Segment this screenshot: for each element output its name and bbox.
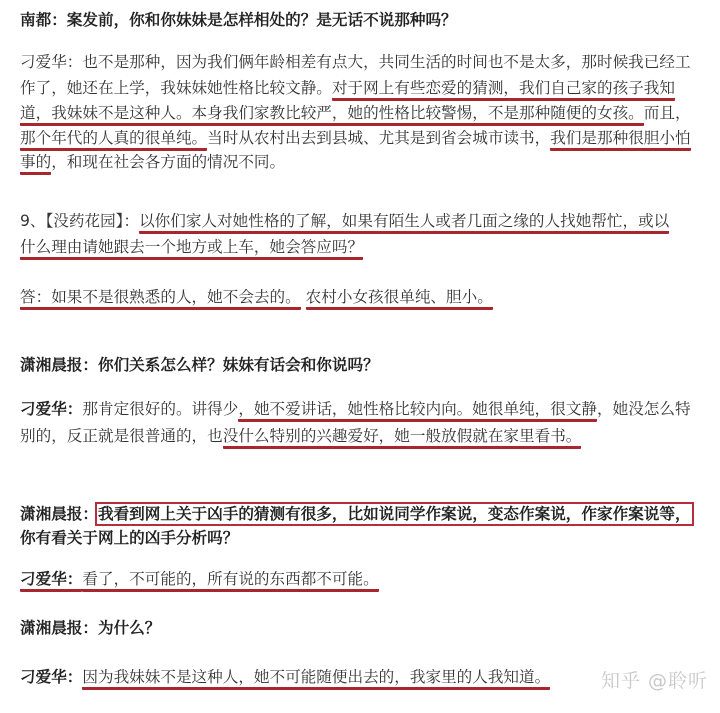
text-line — [20, 102, 691, 124]
underlined-text: 对于网上有些恋爱的猜测，我们自己家的孩子我知 — [332, 79, 675, 101]
text-segment: 刁爱华： — [20, 400, 83, 418]
text-segment: 作了，她还在上学，我妹妹她性格比较文静。 — [20, 79, 332, 97]
underlined-text: 刁爱华： — [20, 570, 82, 592]
underlined-text: 以你们家人对她性格的了解，如果有陌生人或者几面之缘的人找她帮忙，或以 — [139, 212, 669, 234]
underlined-text: 没什么特别的兴趣爱好，她一般放假就在家里看书。 — [223, 427, 582, 449]
underlined-text: 那个年代的人真的很单纯。 — [20, 129, 207, 151]
zhihu-watermark: 知乎 @聆听 — [600, 670, 708, 692]
text-segment: ，她没怎么特 — [597, 400, 691, 418]
text-segment: 你有看关于网上的凶手分析吗？ — [20, 529, 239, 547]
text-segment: 刁爱华： — [20, 668, 83, 686]
text-line — [20, 527, 238, 549]
text-segment: 当时从农村出去到县城、尤其是到省会城市读书， — [207, 129, 551, 147]
text-line — [20, 425, 581, 447]
text-line — [20, 151, 285, 173]
underlined-text: 我们是那种很胆小怕 — [550, 129, 690, 151]
underlined-text: ，她不爱讲话，她性格比较内向。她很单纯，很文静 — [238, 400, 597, 422]
text-line — [20, 77, 675, 99]
text-line — [20, 127, 691, 149]
underlined-text: 什么理由请她跟去一个地方或上车，她会答应吗？ — [20, 238, 363, 260]
text-segment: ，和现在社会各方面的情况不同。 — [51, 153, 286, 171]
text-line — [20, 666, 550, 688]
underlined-text: 因为我妹妹不是这种人，她不可能随便出去的，我家里的人我知道。 — [82, 668, 550, 690]
underlined-text: 农村小女孩很单纯、胆小。 — [306, 288, 493, 310]
text-line — [20, 354, 379, 376]
underlined-text: 答：如果不是很熟悉的人，她不会去的。 — [20, 288, 301, 310]
text-segment: 南都：案发前，你和你妹妹是怎样相处的？是无话不说那种吗？ — [20, 11, 457, 29]
text-segment: 潇湘晨报：你们关系怎么样？妹妹有话会和你说吗？ — [20, 356, 379, 374]
text-segment: 刁爱华：也不是那种，因为我们俩年龄相差有点大，共同生活的时间也不是太多，那时候我已经工 — [20, 53, 691, 71]
text-line — [20, 210, 669, 232]
text-line — [20, 503, 691, 525]
text-segment: 潇湘晨报： — [20, 505, 98, 523]
text-line — [20, 9, 457, 31]
underlined-text: 事的 — [20, 153, 51, 175]
underlined-text: 道，我妹妹不是这种人。本身我们家教比较严，她的性格比较警惕，不是那种随便的女孩。 — [20, 104, 644, 126]
underlined-text: 看了，不可能的，所有说的东西都不可能。 — [82, 570, 378, 592]
text-segment: 潇湘晨报：为什么？ — [20, 619, 161, 637]
text-segment — [301, 288, 306, 306]
text-line — [20, 236, 363, 258]
text-segment: 别的，反正就是很普通的，也 — [20, 427, 223, 445]
text-segment: 那肯定很好的。讲得少 — [82, 400, 239, 418]
boxed-text: 我看到网上关于凶手的猜测有很多，比如说同学作案说，变态作案说，作家作案说等， — [97, 505, 691, 523]
text-line — [20, 51, 691, 73]
text-line — [20, 398, 691, 420]
text-segment: 而且， — [643, 104, 691, 122]
text-segment: 9、【没药花园】： — [20, 212, 140, 230]
text-line — [20, 286, 493, 308]
text-line — [20, 568, 379, 590]
text-line — [20, 617, 160, 639]
